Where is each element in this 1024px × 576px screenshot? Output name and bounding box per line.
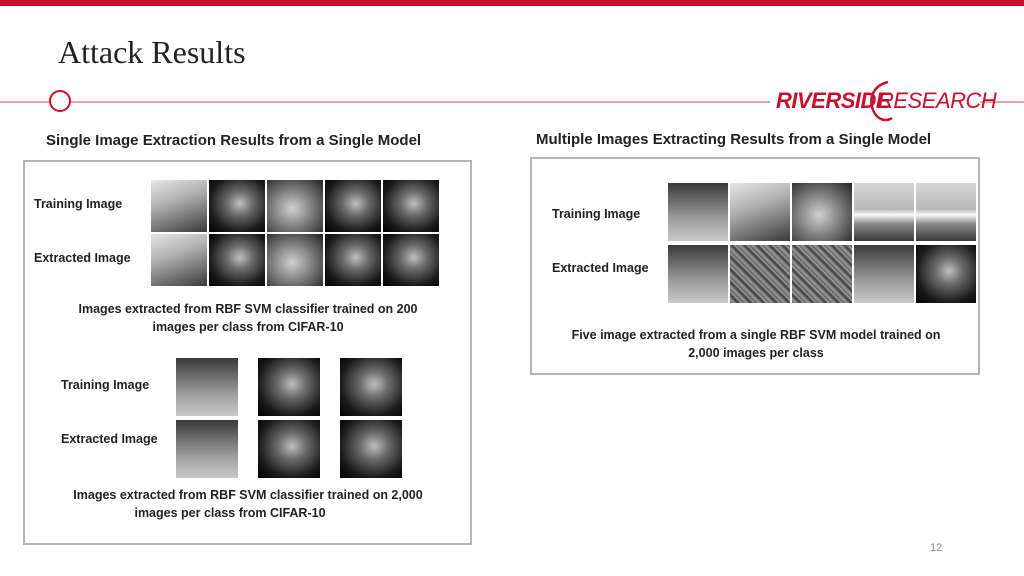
extracted-image-5 <box>383 234 439 286</box>
training-image-2 <box>209 180 265 232</box>
right-caption <box>542 326 970 362</box>
extracted-image-car <box>176 420 238 478</box>
training-image-5 <box>383 180 439 232</box>
multi-training-image-1 <box>668 183 728 241</box>
left-bottom-extracted-label: Extracted Image <box>61 432 158 446</box>
left-top-caption <box>45 300 451 336</box>
extracted-image-2 <box>209 234 265 286</box>
extracted-image-1 <box>151 234 207 286</box>
left-top-training-label: Training Image <box>34 197 123 211</box>
multi-extracted-image-4 <box>854 245 914 303</box>
multi-extracted-image-3 <box>792 245 852 303</box>
extracted-image-3 <box>267 234 323 286</box>
left-top-caption-line2: images per class from CIFAR-10 <box>152 320 344 334</box>
training-image-1 <box>151 180 207 232</box>
page-number: 12 <box>930 542 943 554</box>
left-section-heading: Single Image Extraction Results from a Single Model <box>46 132 422 149</box>
training-image-car <box>176 358 238 416</box>
slide-title: Attack Results <box>58 34 246 70</box>
training-image-3 <box>267 180 323 232</box>
multi-training-image-2 <box>730 183 790 241</box>
divider-circle-ornament <box>49 90 71 112</box>
right-results-panel <box>530 157 980 375</box>
logo-word-research: RESEARCH <box>878 88 997 113</box>
training-image-horse <box>340 358 402 416</box>
right-extracted-label: Extracted Image <box>552 261 649 275</box>
left-bottom-training-label: Training Image <box>61 378 150 392</box>
right-caption-line2: 2,000 images per class <box>688 346 824 360</box>
training-image-airplane <box>258 358 320 416</box>
left-bottom-caption-line2: images per class from CIFAR-10 <box>134 506 326 520</box>
training-image-4 <box>325 180 381 232</box>
logo-word-riverside: RIVERSIDE <box>776 88 891 113</box>
multi-training-image-3 <box>792 183 852 241</box>
multi-extracted-image-5 <box>916 245 976 303</box>
left-bottom-caption-line1: Images extracted from RBF SVM classifier trained on 2,000 <box>73 488 423 502</box>
right-caption-line1: Five image extracted from a single RBF SVM model trained on <box>571 328 941 342</box>
left-top-caption-line1: Images extracted from RBF SVM classifier trained on 200 <box>78 302 418 316</box>
multi-extracted-image-1 <box>668 245 728 303</box>
extracted-image-4 <box>325 234 381 286</box>
riverside-research-logo <box>770 76 997 126</box>
right-training-label: Training Image <box>552 207 641 221</box>
multi-extracted-image-2 <box>730 245 790 303</box>
left-bottom-caption <box>45 486 451 522</box>
left-results-panel <box>23 160 472 545</box>
right-section-heading: Multiple Images Extracting Results from a Single Model <box>536 131 932 148</box>
left-top-extracted-label: Extracted Image <box>34 251 131 265</box>
extracted-image-airplane <box>258 420 320 478</box>
extracted-image-horse <box>340 420 402 478</box>
multi-training-image-5 <box>916 183 976 241</box>
multi-training-image-4 <box>854 183 914 241</box>
top-accent-bar <box>0 0 1024 6</box>
